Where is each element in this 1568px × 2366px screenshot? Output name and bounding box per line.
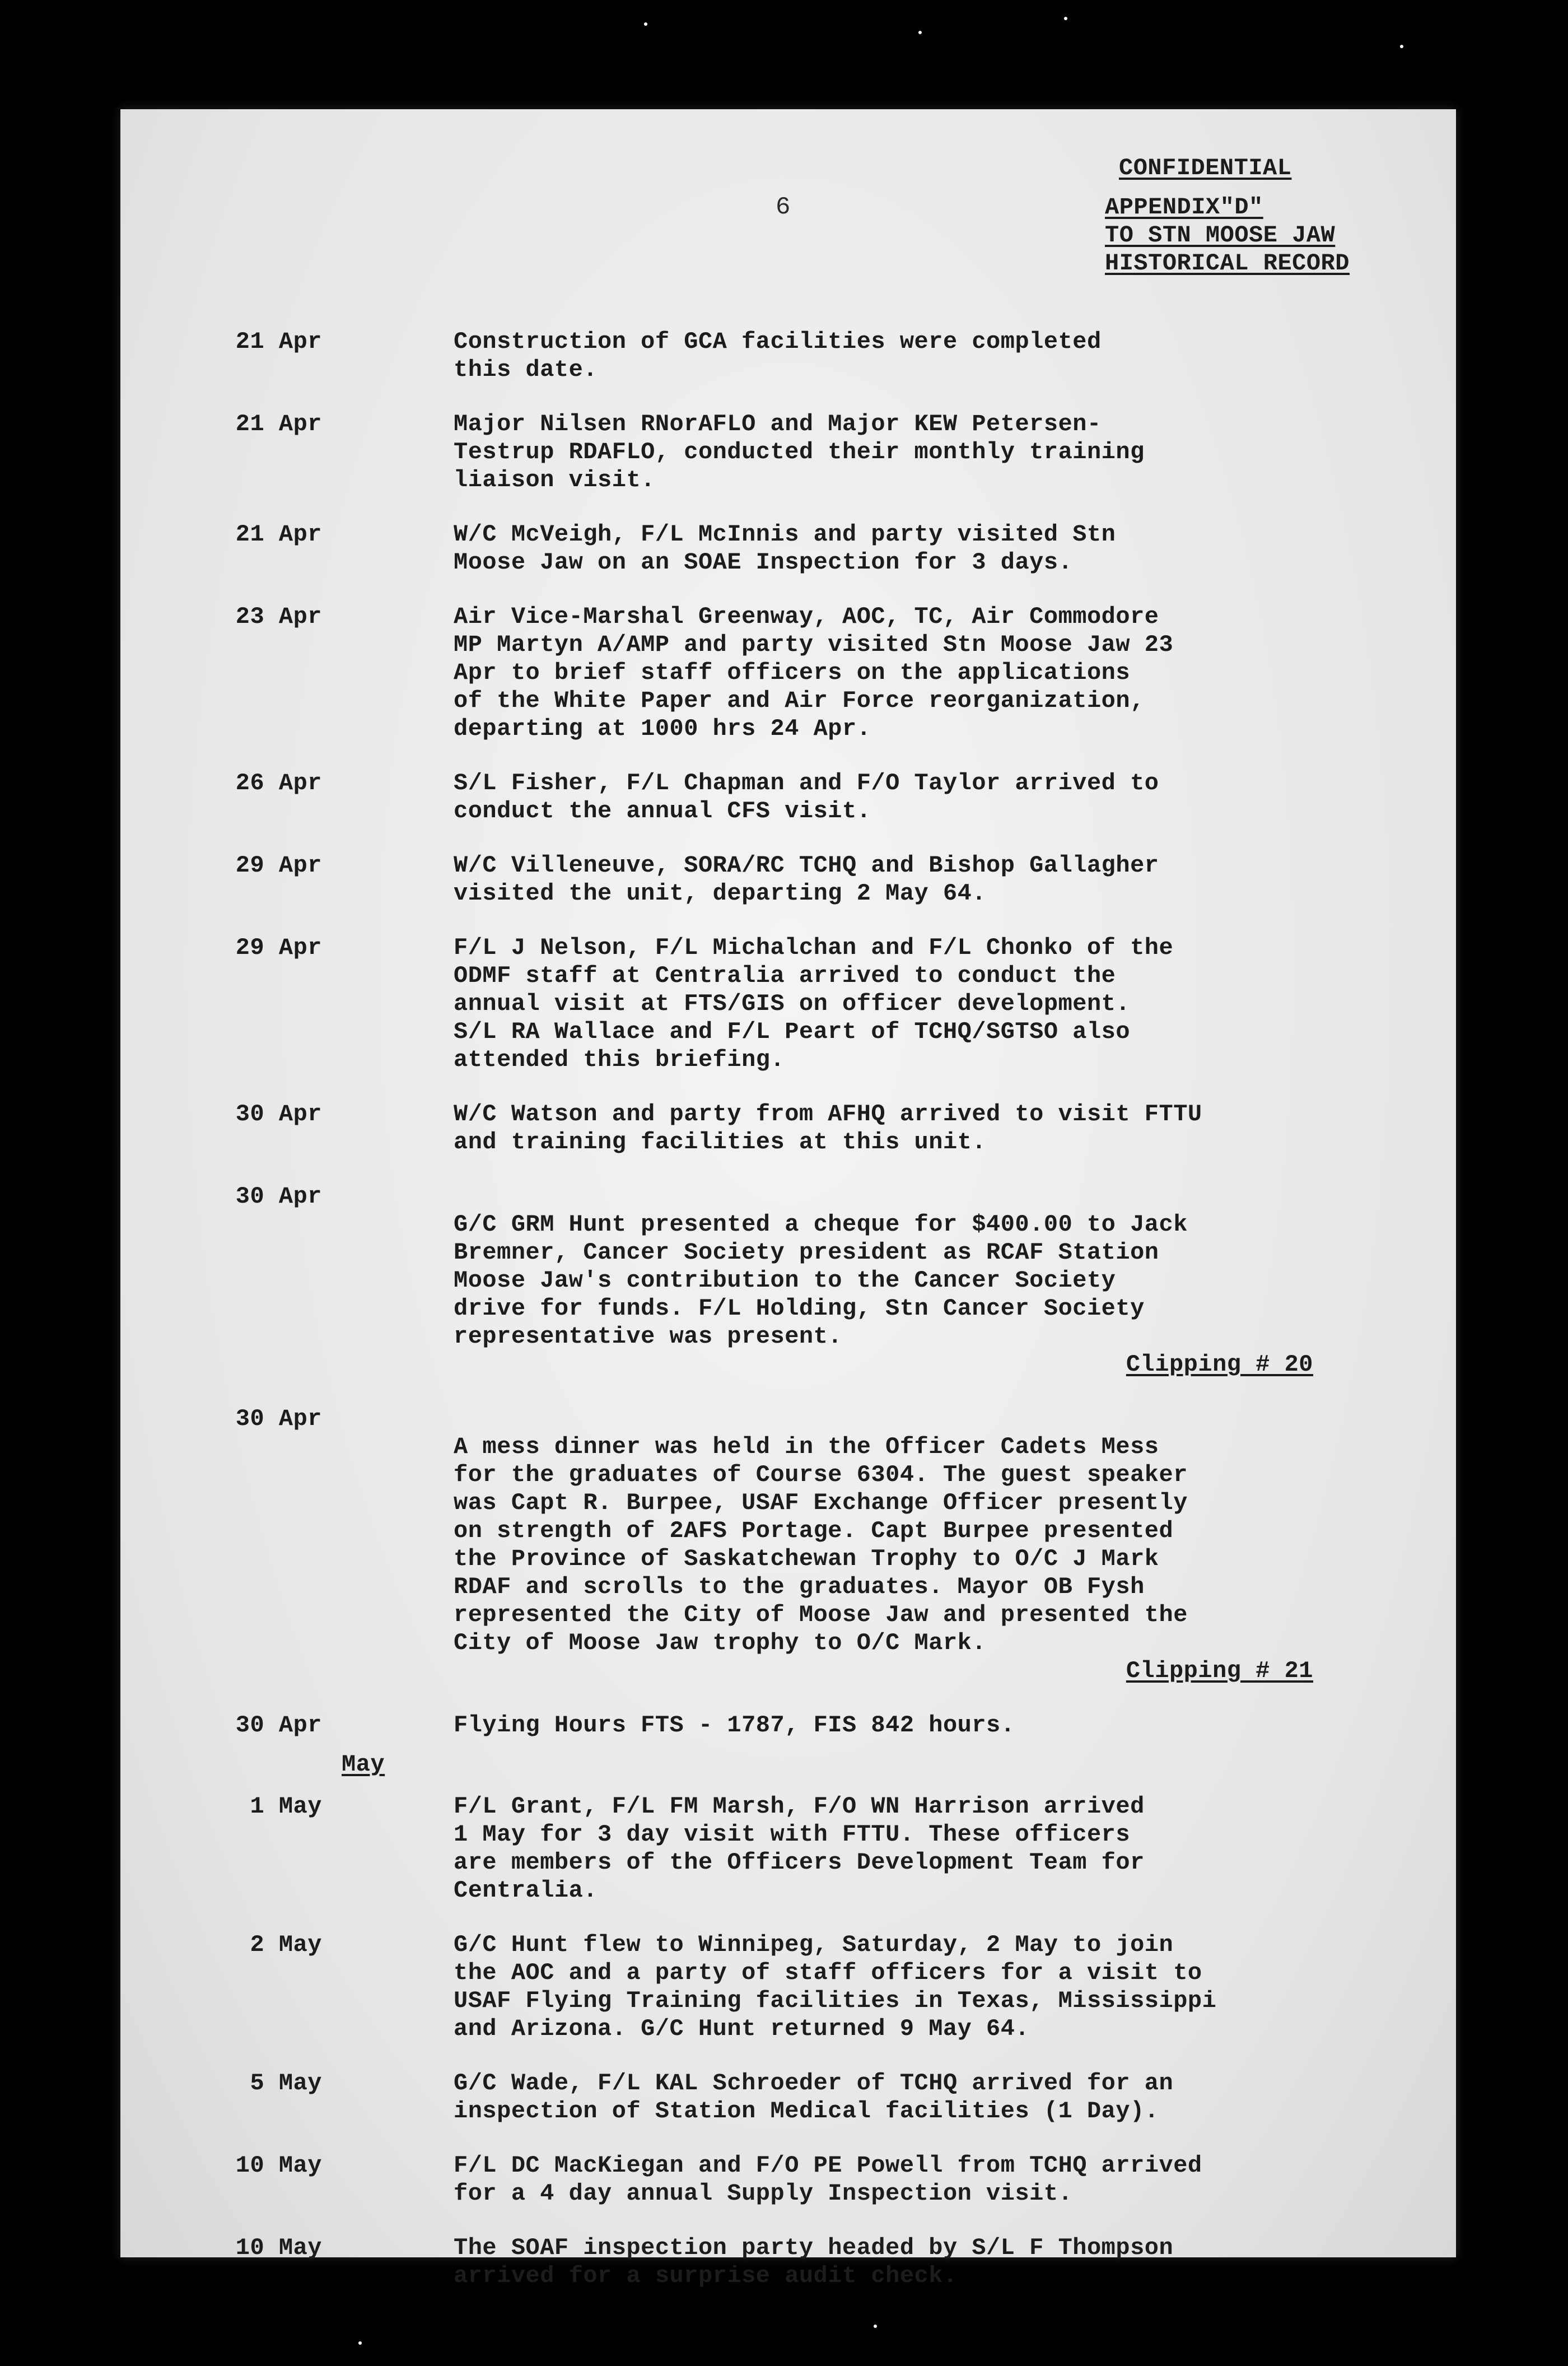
entry-date: 1 May [250,1793,322,1820]
entry-date: 21 Apr [235,411,322,437]
record-entry [120,520,1456,576]
record-entry [120,2069,1456,2125]
entry-date: 29 Apr [235,934,322,961]
entry-text: Construction of GCA facilities were completed this date. [454,328,1102,383]
record-entry [120,769,1456,825]
record-entry [120,1182,1456,1378]
document-page [120,109,1456,2289]
entry-text-body: G/C GRM Hunt presented a cheque for $400.00 to Jack Bremner, Cancer Society president as RCAF Station Moose Jaw's contribution to the Cancer Society drive for funds. F/L Holding, Stn Cancer Society representative was present. [454,1211,1188,1350]
entry-text: F/L J Nelson, F/L Michalchan and F/L Chonko of the ODMF staff at Centralia arrived to conduct the annual visit at FTS/GIS on officer development. S/L RA Wallace and F/L Peart of TCHQ/SGTSO also attended this briefing. [454,934,1174,1073]
entry-text-body: A mess dinner was held in the Officer Cadets Mess for the graduates of Course 6304. The guest speaker was Capt R. Burpee, USAF Exchange Officer presently on strength of 2AFS Portage. Capt Burpee presented the Province of Saskatchewan Trophy to O/C J Mark RDAF and scrolls to the graduates. Mayor OB Fysh represented the City of Moose Jaw and presented the City of Moose Jaw trophy to O/C Mark. [454,1433,1188,1656]
entry-text: F/L Grant, F/L FM Marsh, F/O WN Harrison arrived 1 May for 3 day visit with FTTU. These officers are members of the Officers Development Team for Centralia. [454,1793,1145,1904]
record-entry [120,1711,1456,1739]
entry-date: 21 Apr [235,521,322,548]
entry-text: G/C Hunt flew to Winnipeg, Saturday, 2 May to join the AOC and a party of staff officers for a visit to USAF Flying Training facilities in Texas, Mississippi and Arizona. G/C Hunt returned 9 May 64. [454,1931,1217,2042]
page-number: 6 [776,193,791,221]
entry-date: 2 May [250,1931,322,1958]
entry-text: W/C McVeigh, F/L McInnis and party visited Stn Moose Jaw on an SOAE Inspection for 3 days. [454,521,1116,576]
entry-text: W/C Villeneuve, SORA/RC TCHQ and Bishop Gallagher visited the unit, departing 2 May 64. [454,852,1159,907]
entry-text: F/L DC MacKiegan and F/O PE Powell from TCHQ arrived for a 4 day annual Supply Inspection visit. [454,2152,1202,2207]
record-entry [120,2151,1456,2207]
record-entry [120,2234,1456,2290]
entry-date: 30 Apr [235,1405,322,1432]
entry-text: Air Vice-Marshal Greenway, AOC, TC, Air Commodore MP Martyn A/AMP and party visited Stn Moose Jaw 23 Apr to brief staff officers on the applications of the White Paper and Air Force reorganization, departing at 1000 hrs 24 Apr. [454,603,1174,742]
film-speck [358,2341,362,2345]
film-speck [644,22,647,26]
record-entry [120,328,1456,384]
entry-date: 30 Apr [235,1183,322,1210]
classification-header [1105,154,1385,277]
appendix-line: TO STN MOOSE JAW [1105,222,1336,249]
entry-text: The SOAF inspection party headed by S/L F Thompson arrived for a surprise audit check. [454,2234,1174,2289]
record-entry [120,410,1456,494]
entry-date: 10 May [235,2152,322,2179]
entry-date: 30 Apr [235,1712,322,1739]
clipping-reference: Clipping # 21 [1126,1657,1313,1684]
month-heading: May [342,1751,385,1778]
record-entry [120,1405,1456,1685]
clipping-reference: Clipping # 20 [1126,1351,1313,1378]
film-speck [874,2325,877,2328]
record-entry [120,603,1456,743]
classification-label: CONFIDENTIAL [1119,155,1292,181]
film-speck [1064,17,1067,20]
entry-date: 30 Apr [235,1101,322,1128]
appendix-line: APPENDIX"D" [1105,194,1263,221]
record-entry [120,934,1456,1074]
entry-date: 23 Apr [235,603,322,630]
entry-text [454,1182,1313,1378]
entry-date: 26 Apr [235,770,322,797]
entry-date: 10 May [235,2234,322,2261]
entry-text: G/C Wade, F/L KAL Schroeder of TCHQ arrived for an inspection of Station Medical facilities (1 Day). [454,2070,1174,2125]
entry-text: W/C Watson and party from AFHQ arrived to visit FTTU and training facilities at this unit. [454,1101,1202,1156]
record-entry [120,1100,1456,1156]
entry-date: 29 Apr [235,852,322,879]
record-entry [120,851,1456,907]
entry-date: 21 Apr [235,328,322,355]
appendix-line: HISTORICAL RECORD [1105,250,1350,277]
entry-text: S/L Fisher, F/L Chapman and F/O Taylor arrived to conduct the annual CFS visit. [454,770,1159,825]
film-speck [918,31,922,34]
film-speck [1400,45,1403,48]
entry-text [454,1405,1313,1685]
entry-date: 5 May [250,2070,322,2097]
record-entries [120,328,1456,2316]
entry-text: Flying Hours FTS - 1787, FIS 842 hours. [454,1712,1015,1739]
record-entry [120,1931,1456,2043]
entry-text: Major Nilsen RNorAFLO and Major KEW Petersen- Testrup RDAFLO, conducted their monthly training liaison visit. [454,411,1145,493]
record-entry [120,1792,1456,1904]
